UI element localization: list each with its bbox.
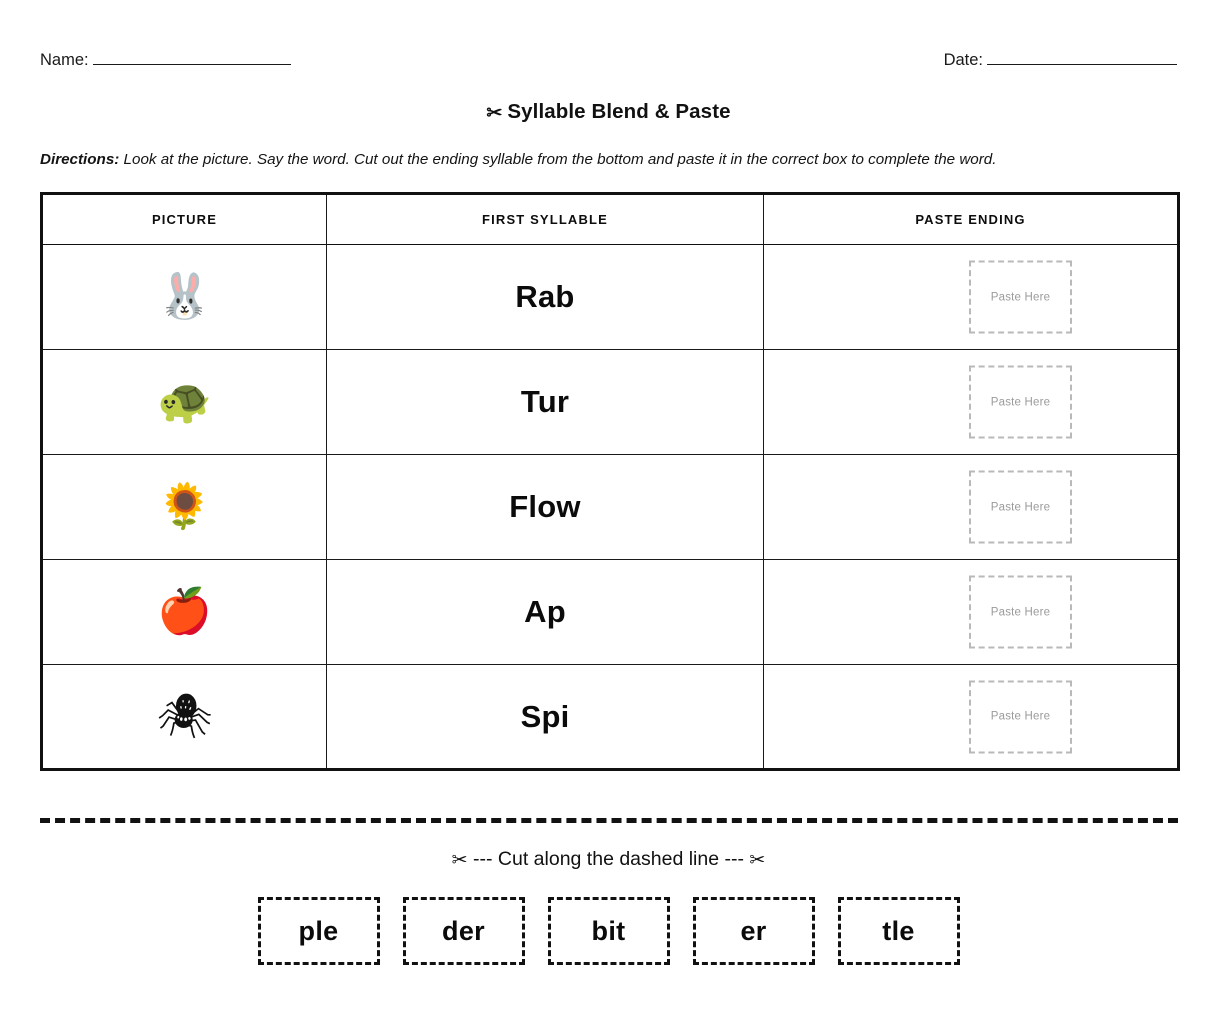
scissors-icon: ✂ [486,103,503,124]
paste-ending-cell [764,350,1179,455]
table-row [42,245,1179,350]
directions-label: Directions: [40,151,120,168]
name-write-line[interactable] [93,64,291,65]
table-row [42,350,1179,455]
directions [40,150,1180,169]
cut-dashed-line [40,818,1178,823]
paste-ending-cell [764,245,1179,350]
name-field[interactable] [40,52,291,69]
picture-cell [42,560,327,665]
syllable-card[interactable]: bit [548,897,670,965]
date-label: Date: [943,50,983,69]
column-header-picture: PICTURE [42,194,327,245]
date-field[interactable] [944,52,1177,69]
picture-cell [42,350,327,455]
paste-here-box[interactable]: Paste Here [969,261,1072,334]
first-syllable-cell: Spi [327,665,764,770]
paste-ending-cell [764,455,1179,560]
page-title [0,100,1217,125]
table-row [42,560,1179,665]
paste-here-box[interactable]: Paste Here [969,680,1072,753]
first-syllable-cell: Flow [327,455,764,560]
cut-instruction-text: --- Cut along the dashed line --- [473,848,744,870]
column-header-first-syllable: FIRST SYLLABLE [327,194,764,245]
picture-cell [42,665,327,770]
column-header-paste-ending: PASTE ENDING [764,194,1179,245]
paste-here-box[interactable]: Paste Here [969,576,1072,649]
paste-ending-cell [764,560,1179,665]
table-header-row [42,194,1179,245]
syllable-cards-row [0,897,1217,965]
syllable-card[interactable]: er [693,897,815,965]
name-label: Name: [40,50,89,69]
paste-here-box[interactable]: Paste Here [969,471,1072,544]
scissors-icon-right: ✂ [749,850,766,871]
syllable-table [40,192,1180,771]
spider-icon: 🕷 [156,691,213,741]
first-syllable-cell: Ap [327,560,764,665]
cut-instruction [0,848,1217,872]
directions-text: Look at the picture. Say the word. Cut out the ending syllable from the bottom and paste it in the correct box to complete the word. [119,151,997,168]
scissors-icon-left: ✂ [451,850,468,871]
syllable-card[interactable]: der [403,897,525,965]
sunflower-icon: 🌻 [157,482,212,531]
turtle-icon: 🐢 [157,377,212,426]
paste-here-box[interactable]: Paste Here [969,366,1072,439]
syllable-card[interactable]: ple [258,897,380,965]
picture-cell [42,245,327,350]
table-row [42,665,1179,770]
first-syllable-cell: Rab [327,245,764,350]
first-syllable-cell: Tur [327,350,764,455]
red-apple-icon: 🍎 [157,587,212,636]
picture-cell [42,455,327,560]
name-date-row [40,40,1177,68]
rabbit-face-icon: 🐰 [157,272,212,321]
paste-ending-cell [764,665,1179,770]
table-row [42,455,1179,560]
page-title-text: Syllable Blend & Paste [507,100,731,123]
syllable-card[interactable]: tle [838,897,960,965]
date-write-line[interactable] [987,64,1177,65]
